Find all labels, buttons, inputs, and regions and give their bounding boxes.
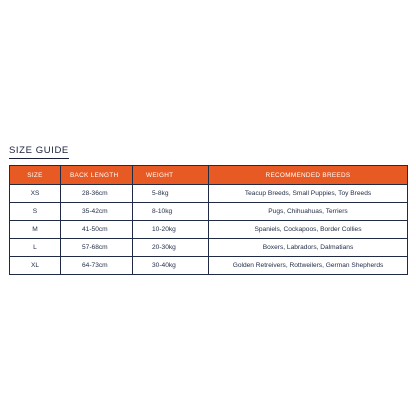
cell-back-length: 35-42cm [61, 203, 133, 221]
cell-size: S [10, 203, 61, 221]
cell-weight: 5-8kg [133, 185, 209, 203]
cell-back-length: 57-68cm [61, 239, 133, 257]
table-row [10, 221, 408, 239]
cell-back-length: 28-36cm [61, 185, 133, 203]
table-row [10, 203, 408, 221]
table-header-row [10, 166, 408, 185]
table-row [10, 239, 408, 257]
cell-weight: 20-30kg [133, 239, 209, 257]
cell-size: XS [10, 185, 61, 203]
header-back-length: BACK LENGTH [61, 166, 133, 185]
cell-weight: 10-20kg [133, 221, 209, 239]
cell-breeds: Pugs, Chihuahuas, Terriers [209, 203, 408, 221]
cell-breeds: Boxers, Labradors, Dalmatians [209, 239, 408, 257]
cell-breeds: Spaniels, Cockapoos, Border Collies [209, 221, 408, 239]
size-table [9, 165, 408, 275]
cell-back-length: 41-50cm [61, 221, 133, 239]
cell-breeds: Teacup Breeds, Small Puppies, Toy Breeds [209, 185, 408, 203]
cell-size: L [10, 239, 61, 257]
cell-size: M [10, 221, 61, 239]
cell-size: XL [10, 257, 61, 275]
cell-back-length: 64-73cm [61, 257, 133, 275]
cell-weight: 30-40kg [133, 257, 209, 275]
cell-breeds: Golden Retreivers, Rottweilers, German Shepherds [209, 257, 408, 275]
table-row [10, 257, 408, 275]
cell-weight: 8-10kg [133, 203, 209, 221]
header-size: SIZE [10, 166, 61, 185]
size-guide-title: SIZE GUIDE [9, 145, 69, 159]
header-recommended-breeds: RECOMMENDED BREEDS [209, 166, 408, 185]
header-weight: WEIGHT [133, 166, 209, 185]
size-guide [9, 140, 407, 275]
table-row [10, 185, 408, 203]
